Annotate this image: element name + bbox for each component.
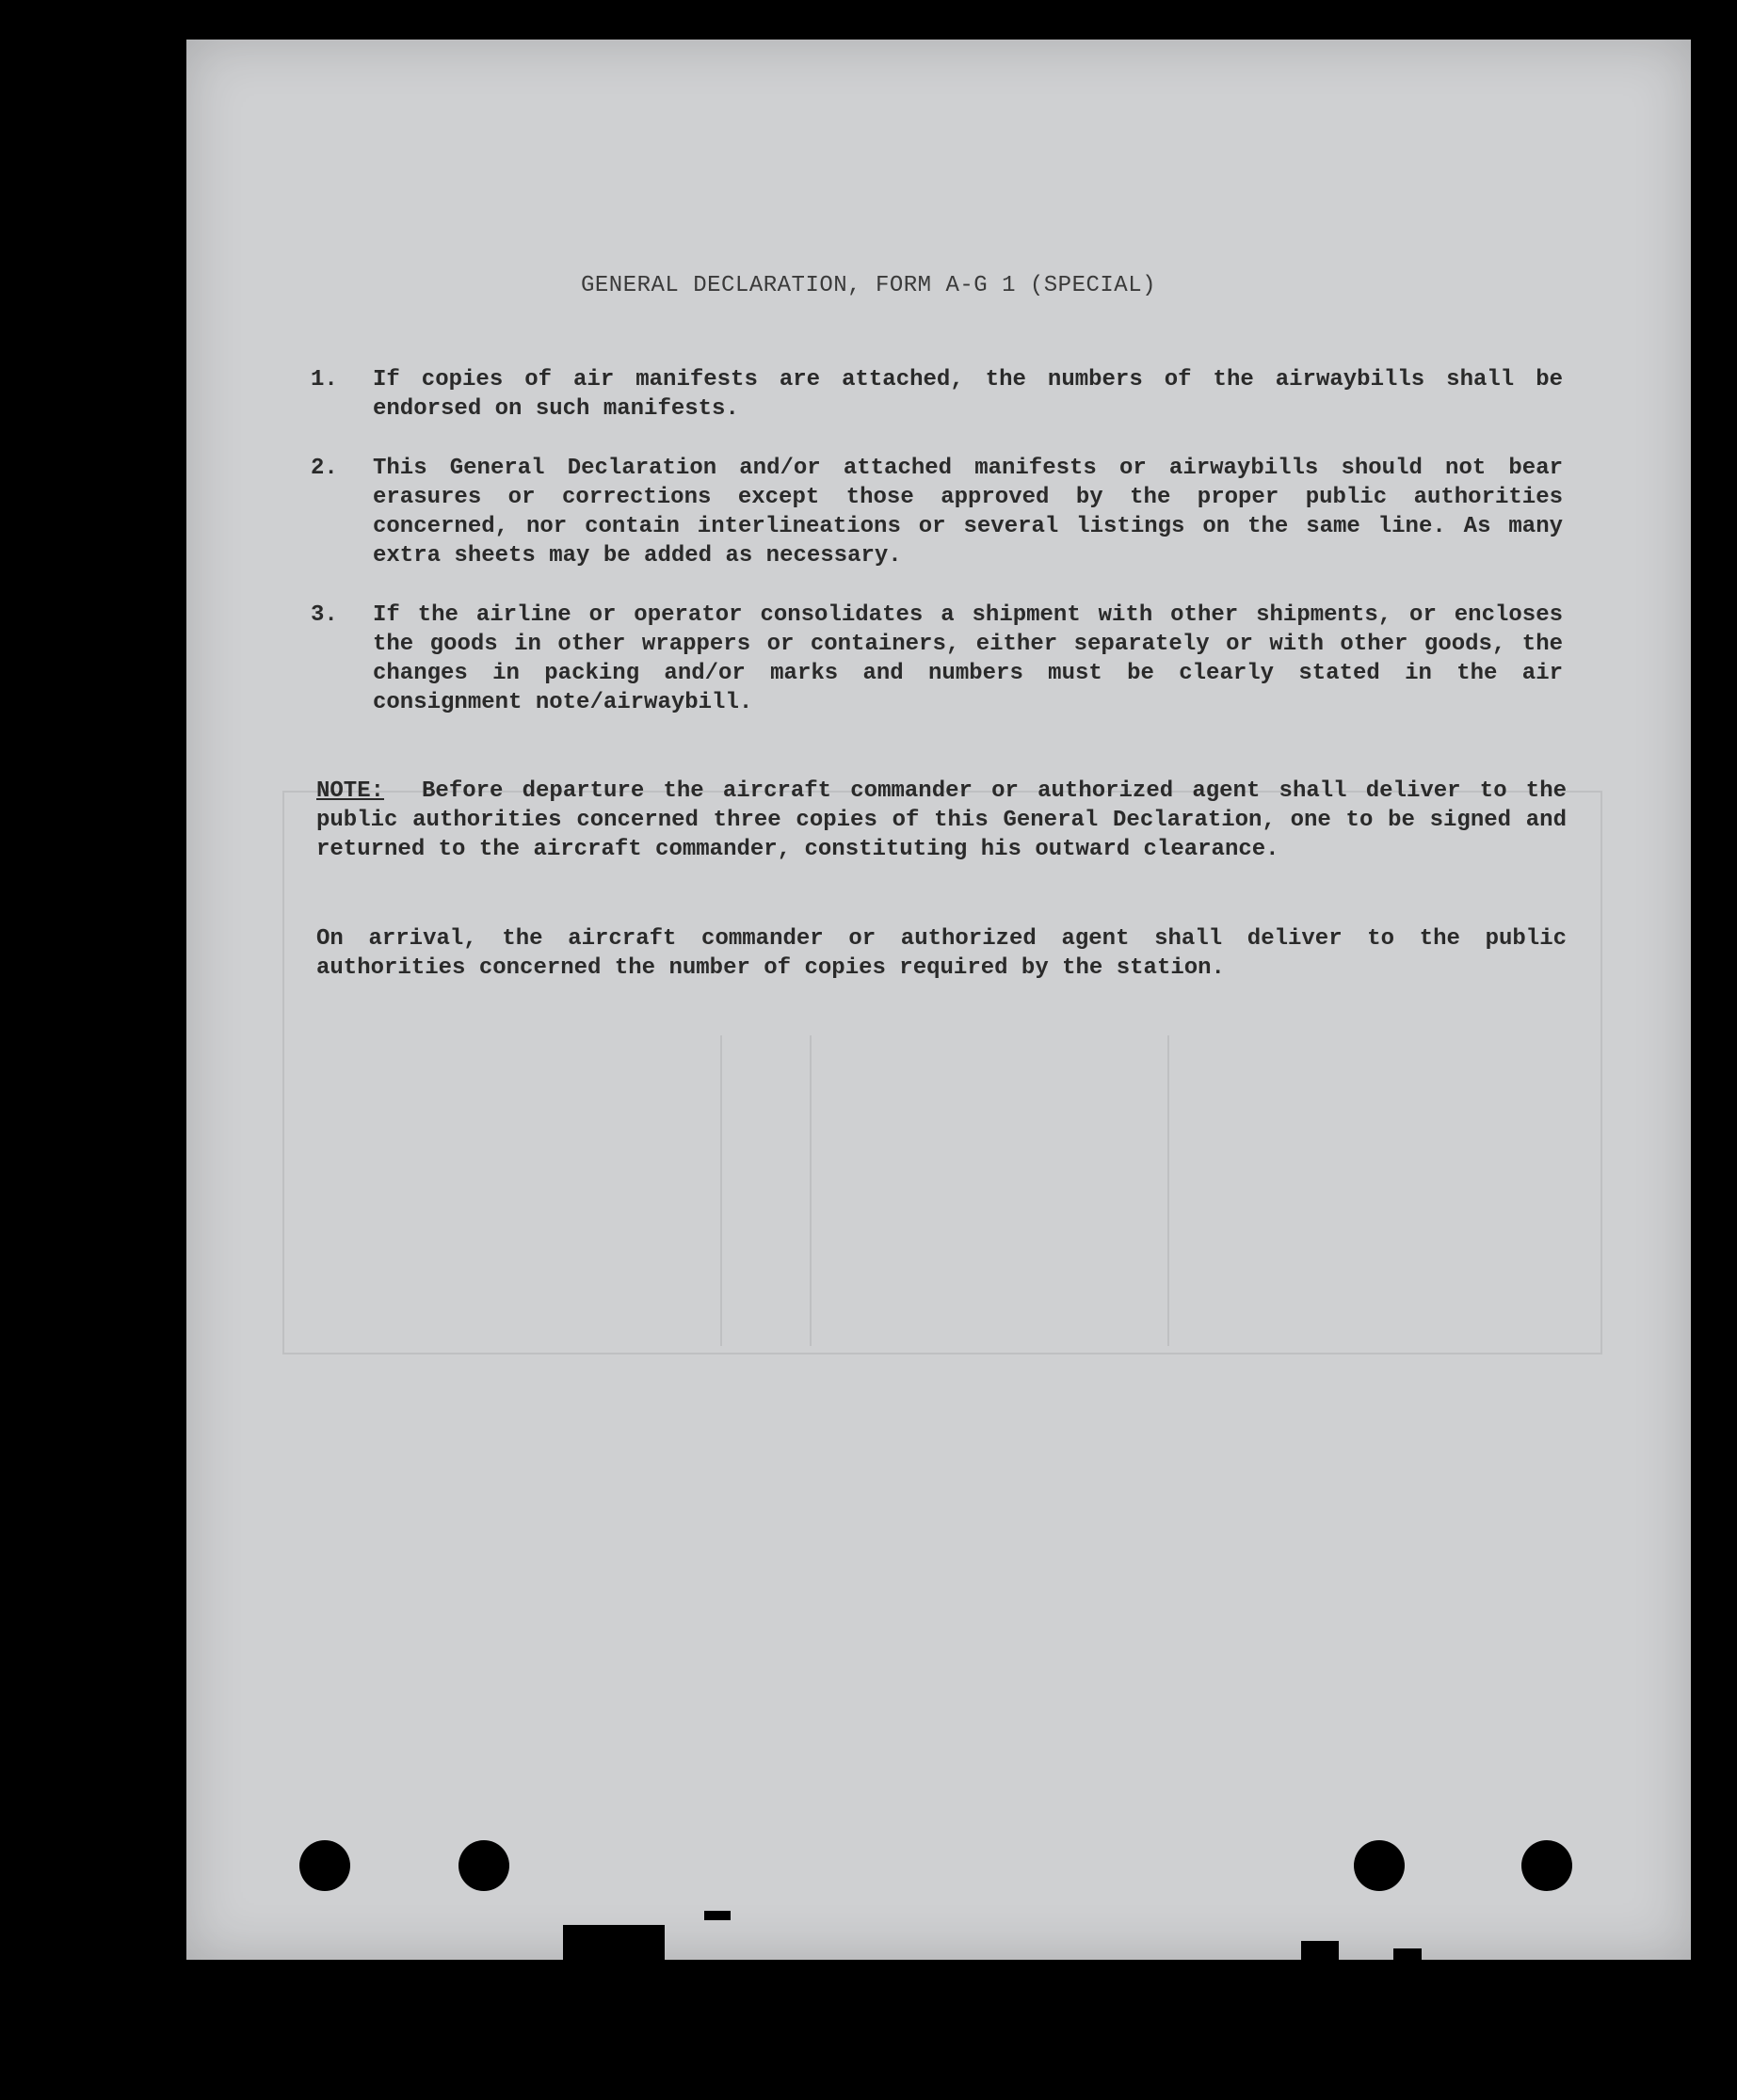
item-number: 1. (311, 367, 338, 393)
arrival-paragraph: On arrival, the aircraft commander or authorized agent shall deliver to the public authorities concerned the number of copies required by the station. (316, 926, 1567, 981)
torn-edge (1393, 1948, 1422, 1962)
instruction-item-3 (311, 601, 1563, 717)
punch-hole (1521, 1840, 1572, 1891)
bleed-through-divider (720, 1035, 722, 1346)
instruction-item-2 (311, 454, 1563, 570)
item-text: If copies of air manifests are attached, the numbers of the airwaybills shall be endorsed on such manifests. (373, 367, 1563, 422)
item-number: 3. (311, 602, 338, 628)
document-title: GENERAL DECLARATION, FORM A-G 1 (SPECIAL) (581, 273, 1156, 298)
torn-edge (704, 1911, 731, 1920)
note-paragraph (316, 777, 1567, 864)
bleed-through-divider (1167, 1035, 1169, 1346)
item-number: 2. (311, 456, 338, 481)
bleed-through-table (282, 791, 1602, 1355)
note-text: Before departure the aircraft commander or authorized agent shall deliver to the public authorities concerned three copies of this General Declaration, one to be signed and returned to the aircraft commander, constituting his outward clearance. (316, 778, 1567, 862)
torn-edge (1301, 1941, 1339, 1962)
punch-hole (299, 1840, 350, 1891)
torn-edge (563, 1925, 665, 1963)
instruction-item-1 (311, 365, 1563, 424)
item-text: This General Declaration and/or attached manifests or airwaybills should not bear erasures or corrections except those approved by the proper public authorities concerned, nor contain interlineations or several listings on the same line. As many extra sheets may be added as necessary. (373, 456, 1563, 569)
punch-hole (458, 1840, 509, 1891)
bleed-through-divider (810, 1035, 812, 1346)
punch-hole (1354, 1840, 1405, 1891)
item-text: If the airline or operator consolidates a shipment with other shipments, or encloses the goods in other wrappers or containers, either separately or with other goods, the changes in packing and/or marks and numbers must be clearly stated in the air consignment note/airwaybill. (373, 602, 1563, 715)
note-label: NOTE: (316, 778, 385, 804)
